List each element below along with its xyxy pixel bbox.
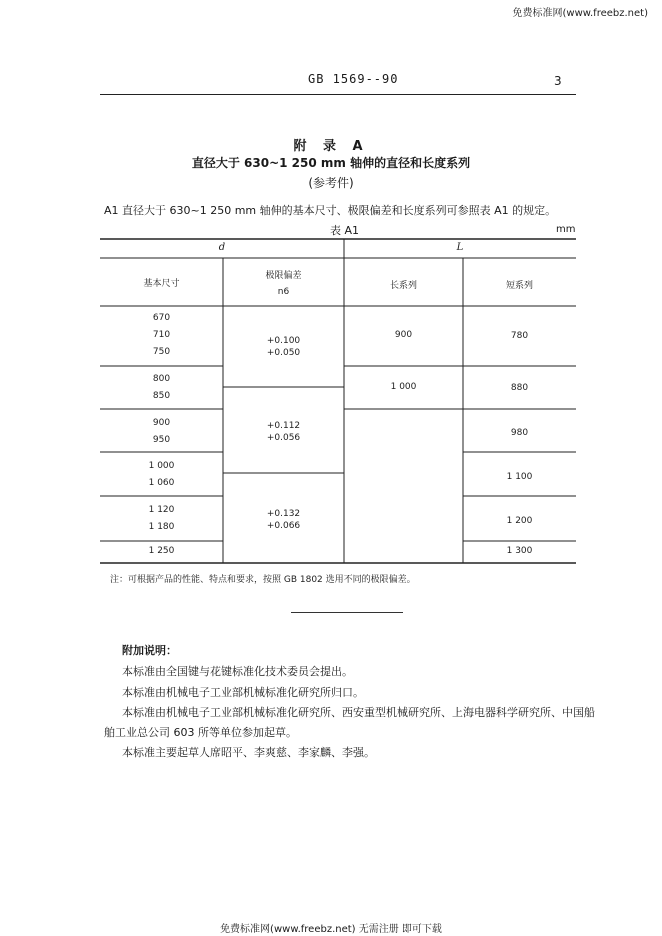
basic-size-cell: 670 (152, 313, 171, 323)
basic-size-cell: 1 250 (148, 546, 175, 556)
header-L: L (456, 242, 464, 253)
supplementary-line: 本标准由机械电子工业部机械标准化研究所归口。 (122, 686, 364, 699)
short-series-cell: 980 (510, 428, 529, 438)
tolerance-lower: +0.050 (266, 348, 301, 358)
basic-size-cell: 1 180 (148, 522, 175, 532)
short-series-cell: 780 (510, 331, 529, 341)
long-series-cell: 900 (394, 330, 413, 340)
tolerance-upper: +0.112 (266, 421, 301, 431)
standard-number: GB 1569--90 (308, 72, 399, 86)
basic-size-cell: 800 (152, 374, 171, 384)
header-tolerance: 极限偏差 (265, 271, 302, 281)
tolerance-upper: +0.132 (266, 509, 301, 519)
tolerance-lower: +0.066 (266, 521, 301, 531)
header-basic-size: 基本尺寸 (143, 279, 180, 289)
basic-size-cell: 1 060 (148, 478, 175, 488)
supplementary-line: 本标准由全国键与花键标准化技术委员会提出。 (122, 665, 353, 678)
short-series-cell: 1 100 (506, 472, 533, 482)
supplementary-line: 舶工业总公司 603 所等单位参加起草。 (104, 726, 297, 739)
basic-size-cell: 1 000 (148, 461, 175, 471)
basic-size-cell: 950 (152, 435, 171, 445)
short-series-cell: 1 300 (506, 546, 533, 556)
long-series-cell: 1 000 (390, 382, 417, 392)
annex-note: (参考件) (308, 176, 354, 190)
header-long-series: 长系列 (389, 281, 417, 291)
page-number: 3 (554, 74, 562, 88)
annex-subtitle: 直径大于 630~1 250 mm 轴伸的直径和长度系列 (191, 156, 471, 170)
end-rule (291, 612, 403, 613)
basic-size-cell: 900 (152, 418, 171, 428)
clause-a1: A1 直径大于 630~1 250 mm 轴伸的基本尺寸、极限偏差和长度系列可参照表 A1 的规定。 (104, 204, 557, 217)
tolerance-lower: +0.056 (266, 433, 301, 443)
header-tolerance-grade: n6 (277, 287, 290, 297)
supplementary-line: 本标准由机械电子工业部机械标准化研究所、西安重型机械研究所、上海电器科学研究所、中国船 (122, 706, 595, 719)
basic-size-cell: 750 (152, 347, 171, 357)
footer-watermark: 免费标准网(www.freebz.net) 无需注册 即可下载 (220, 924, 442, 935)
header-d: d (218, 242, 226, 253)
basic-size-cell: 850 (152, 391, 171, 401)
short-series-cell: 880 (510, 383, 529, 393)
unit-label: mm (556, 224, 576, 235)
annex-title: 附 录 A (293, 139, 369, 154)
supplementary-line: 本标准主要起草人席昭平、李爽慈、李家麟、李强。 (122, 746, 375, 759)
watermark-top: 免费标准网(www.freebz.net) (512, 8, 648, 19)
short-series-cell: 1 200 (506, 516, 533, 526)
tolerance-upper: +0.100 (266, 336, 301, 346)
table-note: 注：可根据产品的性能、特点和要求，按照 GB 1802 选用不同的极限偏差。 (110, 575, 416, 585)
basic-size-cell: 710 (152, 330, 171, 340)
header-short-series: 短系列 (505, 281, 533, 291)
supplementary-title: 附加说明： (122, 644, 177, 657)
table-caption: 表 A1 (330, 224, 360, 237)
basic-size-cell: 1 120 (148, 505, 175, 515)
